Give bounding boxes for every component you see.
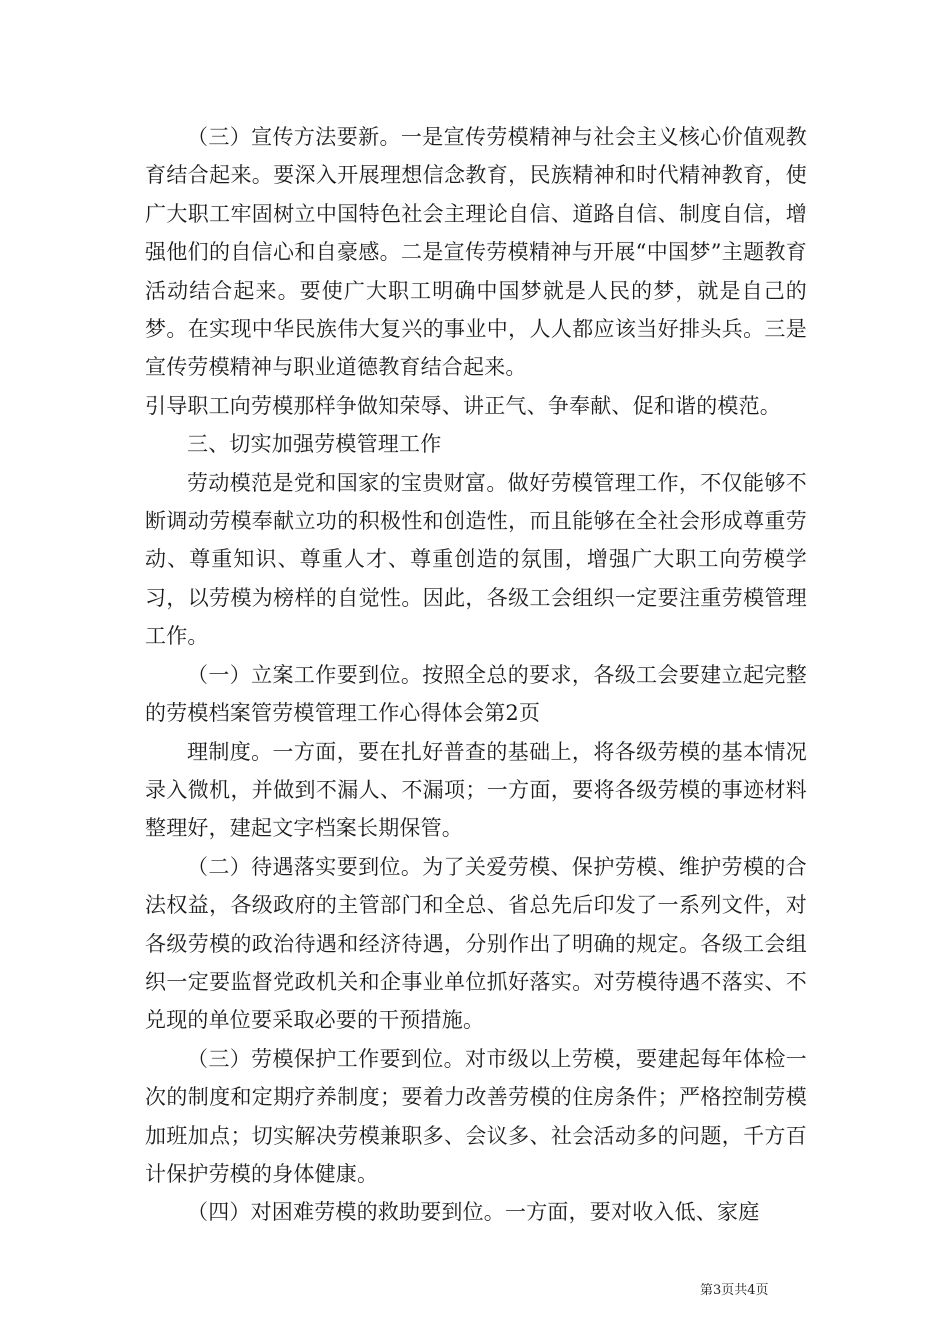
page-number-footer: 第3页共4页	[700, 1283, 769, 1298]
paragraph-guide-workers: 引导职工向劳模那样争做知荣辱、讲正气、争奉献、促和谐的模范。	[145, 393, 781, 418]
paragraph-benefits-implementation: （二）待遇落实要到位。为了关爱劳模、保护劳模、维护劳模的合法权益，各级政府的主管部门和全总、省总先后印发了一系列文件，对各级劳模的政治待遇和经济待遇，分别作出了明确的规定。各级工会组织一定要监督党政机关和企事业单位抓好落实。对劳模待遇不落实、不兑现的单位要采取必要的干预措施。	[145, 854, 807, 1033]
paragraph-protection-work: （三）劳模保护工作要到位。对市级以上劳模，要建起每年体检一次的制度和定期疗养制度；要着力改善劳模的住房条件；严格控制劳模加班加点；切实解决劳模兼职多、会议多、社会活动多的问题，千方百计保护劳模的身体健康。	[145, 1046, 807, 1186]
section-heading-management: 三、切实加强劳模管理工作	[187, 432, 442, 457]
paragraph-publicity-methods: （三）宣传方法要新。一是宣传劳模精神与社会主义核心价值观教育结合起来。要深入开展理想信念教育，民族精神和时代精神教育，使广大职工牢固树立中国特色社会主理论自信、道路自信、制度自信，增强他们的自信心和自豪感。二是宣传劳模精神与开展“中国梦”主题教育活动结合起来。要使广大职工明确中国梦就是人民的梦，就是自己的梦。在实现中华民族伟大复兴的事业中，人人都应该当好排头兵。三是宣传劳模精神与职业道德教育结合起来。	[145, 125, 807, 380]
paragraph-assistance: （四）对困难劳模的救助要到位。一方面，要对收入低、家庭	[187, 1200, 760, 1225]
document-body	[145, 118, 807, 1232]
paragraph-management-system: 理制度。一方面，要在扎好普查的基础上，将各级劳模的基本情况录入微机，并做到不漏人、不漏项；一方面，要将各级劳模的事迹材料整理好，建起文字档案长期保管。	[145, 739, 807, 841]
paragraph-filing-work: （一）立案工作要到位。按照全总的要求，各级工会要建立起完整的劳模档案管劳模管理工作心得体会第2页	[145, 662, 807, 726]
paragraph-model-workers-wealth: 劳动模范是党和国家的宝贵财富。做好劳模管理工作，不仅能够不断调动劳模奉献立功的积极性和创造性，而且能够在全社会形成尊重劳动、尊重知识、尊重人才、尊重创造的氛围，增强广大职工向劳模学习，以劳模为榜样的自觉性。因此，各级工会组织一定要注重劳模管理工作。	[145, 470, 807, 649]
